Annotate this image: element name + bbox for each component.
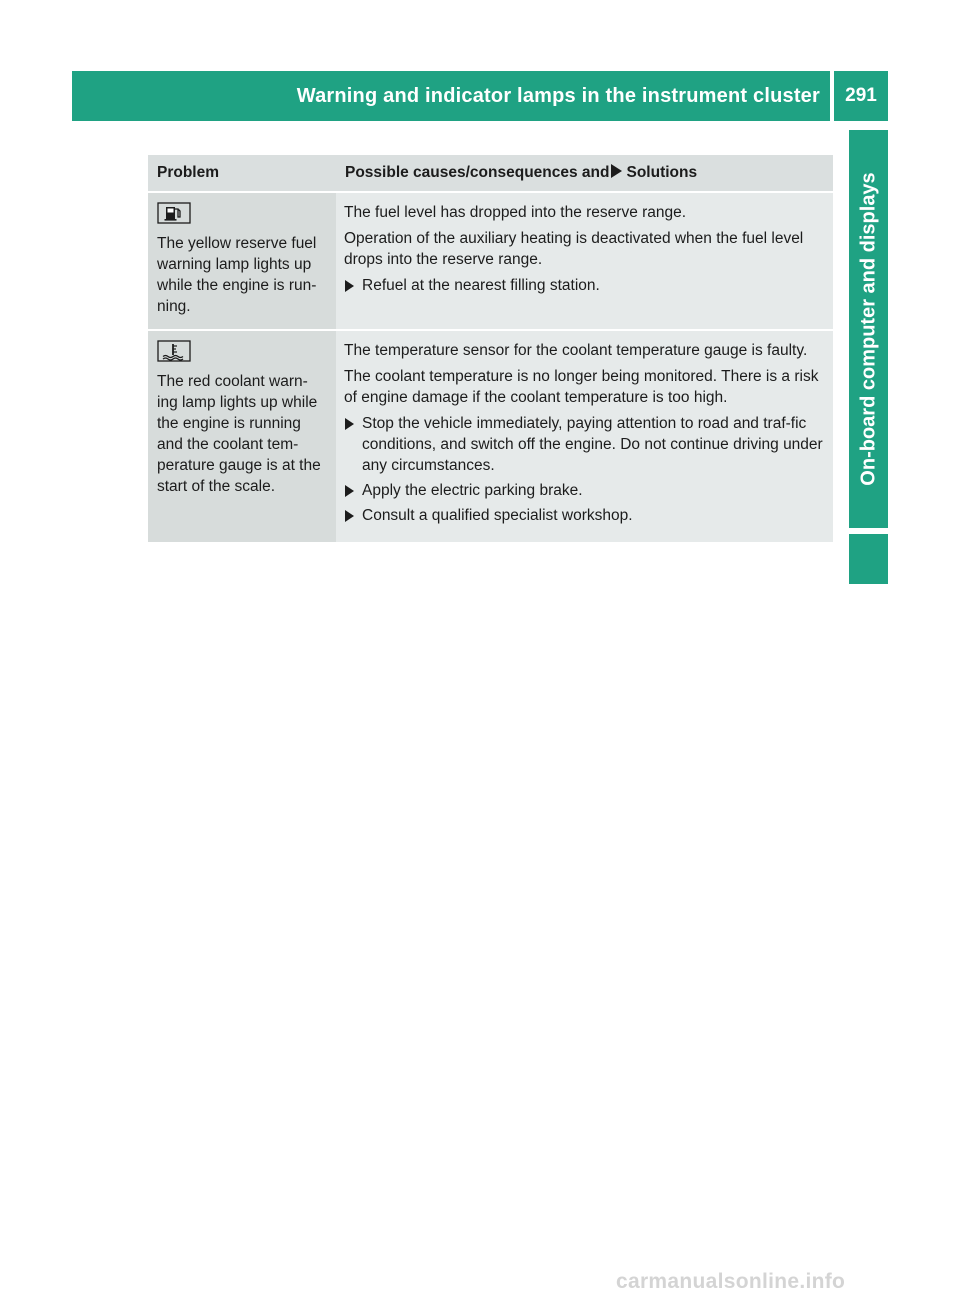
problem-cell: [148, 192, 336, 330]
cause-paragraph: Operation of the auxiliary heating is deactivated when the fuel level drops into the reserve range.: [344, 230, 804, 268]
solution-step: [344, 505, 826, 526]
section-tab-label: On-board computer and displays: [857, 172, 879, 486]
solution-step: [344, 413, 826, 476]
solution-step-text: Consult a qualified specialist workshop.: [362, 507, 633, 524]
fuel-reserve-icon: [157, 202, 191, 224]
table-row: [148, 192, 833, 330]
watermark: carmanualsonline.info: [616, 1270, 846, 1293]
solution-cell: [336, 330, 833, 542]
arrow-icon: [345, 418, 354, 430]
problem-cell: [148, 330, 336, 542]
column-header-problem: Problem: [148, 155, 336, 192]
problem-text: The red coolant warn-ing lamp lights up while the engine is running and the coolant tem-perature gauge is at the start of the scale.: [157, 373, 321, 495]
solution-step-text: Refuel at the nearest filling station.: [362, 277, 600, 294]
table-header-row: [148, 155, 833, 192]
arrow-icon: [345, 485, 354, 497]
solution-step-text: Stop the vehicle immediately, paying attention to road and traf-fic conditions, and switch off the engine. Do not continue driving under any circumstances.: [362, 415, 823, 474]
arrow-icon: [345, 510, 354, 522]
problem-text: The yellow reserve fuel warning lamp lights up while the engine is run-ning.: [157, 235, 317, 315]
column-header-solutions-suffix: Solutions: [626, 164, 698, 181]
solution-step: [344, 480, 826, 501]
arrow-icon: [345, 280, 354, 292]
column-header-solutions: [336, 155, 833, 192]
column-header-solutions-prefix: Possible causes/consequences and: [345, 164, 610, 181]
cause-paragraph: The temperature sensor for the coolant temperature gauge is faulty.: [344, 342, 808, 359]
solution-step: [344, 275, 826, 296]
arrow-icon: [611, 164, 622, 178]
page-header-bar: [72, 71, 830, 121]
warning-lamps-table: [148, 155, 833, 542]
cause-paragraph: The fuel level has dropped into the reserve range.: [344, 204, 687, 221]
section-tab: [849, 130, 888, 528]
cause-paragraph: The coolant temperature is no longer being monitored. There is a risk of engine damage if the coolant temperature is too high.: [344, 368, 819, 406]
solution-step-text: Apply the electric parking brake.: [362, 482, 583, 499]
page-number: 291: [834, 71, 888, 121]
table-row: [148, 330, 833, 542]
solution-cell: [336, 192, 833, 330]
coolant-temperature-icon: [157, 340, 191, 362]
page-title: Warning and indicator lamps in the instrument cluster: [296, 84, 820, 107]
section-tab-marker: [849, 534, 888, 584]
